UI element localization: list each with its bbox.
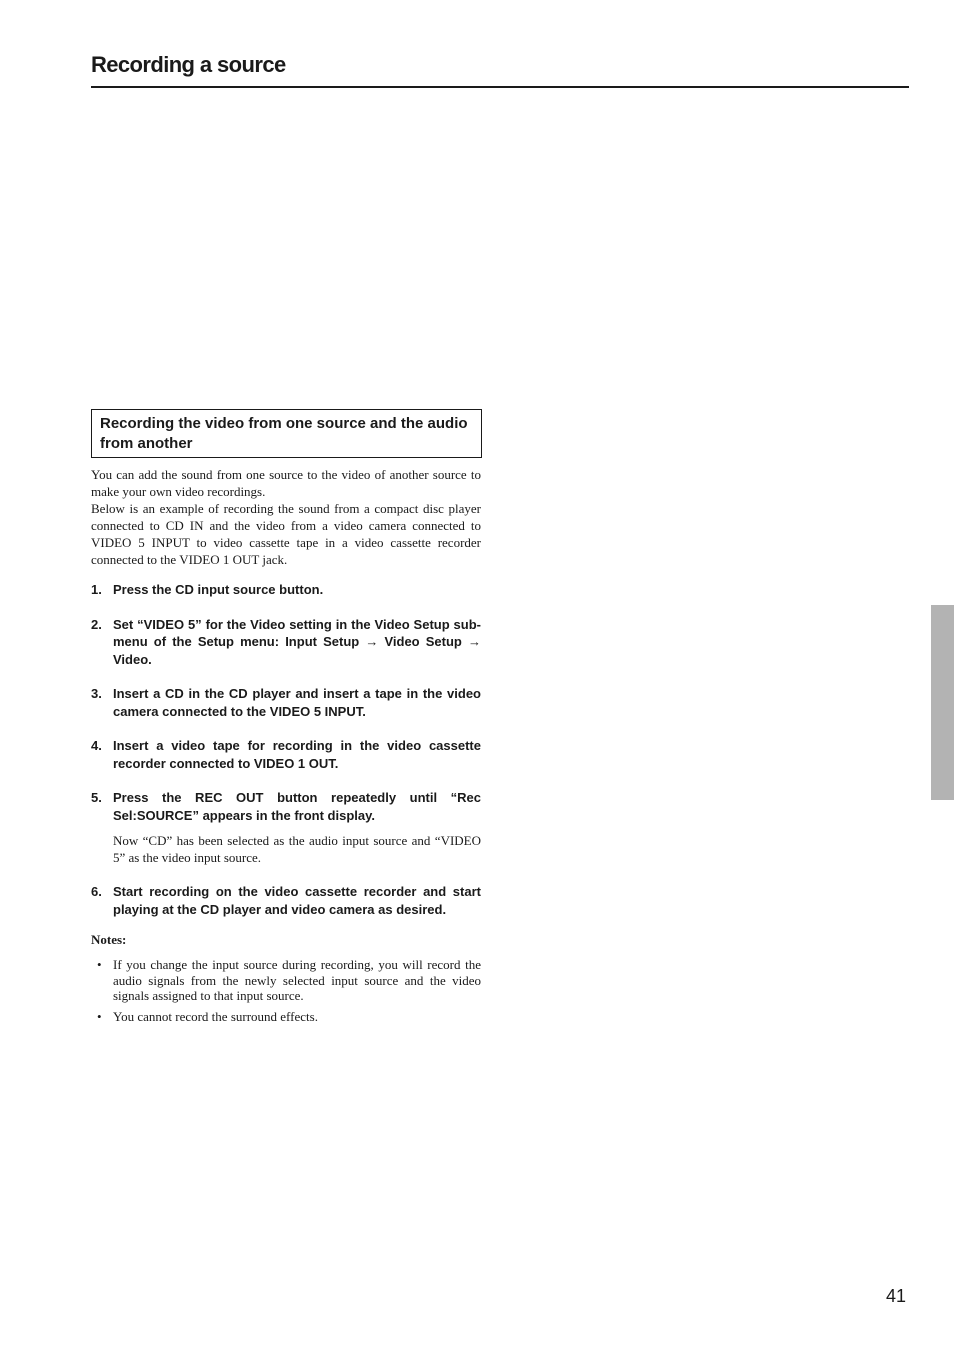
step-note: Now “CD” has been selected as the audio input source and “VIDEO 5” as the video input source. [113, 833, 481, 865]
step-number: 6. [91, 884, 102, 899]
step-number: 3. [91, 686, 102, 701]
step-item [91, 737, 481, 772]
content-column [91, 466, 481, 1030]
step-number: 5. [91, 790, 102, 805]
step-item [91, 789, 481, 866]
step-item [91, 685, 481, 720]
step-text: Start recording on the video cassette recorder and start playing at the CD player and video camera as desired. [113, 884, 481, 917]
step-item [91, 581, 481, 599]
bullet-icon: • [97, 1009, 102, 1025]
notes-list [91, 957, 481, 1025]
step-text: Insert a CD in the CD player and insert a tape in the video camera connected to the VIDEO 5 INPUT. [113, 686, 481, 719]
note-item [91, 1009, 481, 1025]
intro-paragraph: You can add the sound from one source to the video of another source to make your own video recordings. [91, 467, 481, 499]
steps-list [91, 581, 481, 918]
step-text: Set “VIDEO 5” for the Video setting in the Video Setup sub-menu of the Setup menu: Input Setup → Video Setup → Video. [113, 616, 481, 667]
step-number: 4. [91, 738, 102, 753]
step-text: Press the CD input source button. [113, 582, 324, 597]
step-number: 2. [91, 616, 102, 632]
step-item [91, 883, 481, 918]
note-text: If you change the input source during recording, you will record the audio signals from the newly selected input source and the video signals assigned to that input source. [113, 957, 481, 1004]
note-text: You cannot record the surround effects. [113, 1009, 318, 1025]
bullet-icon: • [97, 957, 102, 972]
step-item [91, 616, 481, 669]
step-number: 1. [91, 582, 102, 597]
chapter-tab [931, 605, 954, 800]
notes-heading: Notes: [91, 932, 127, 947]
section-heading: Recording the video from one source and the audio from another [91, 409, 482, 458]
step-text: Press the REC OUT button repeatedly until “Rec Sel:SOURCE” appears in the front display. [113, 790, 481, 823]
page-number: 41 [886, 1286, 907, 1306]
title-rule [91, 86, 909, 88]
intro-paragraph: Below is an example of recording the sound from a compact disc player connected to CD IN and the video from a video camera connected to VIDEO 5 INPUT to video cassette tape in a video cassette recorder connected to the VIDEO 1 OUT jack. [91, 501, 481, 567]
note-item [91, 957, 481, 1004]
step-text: Insert a video tape for recording in the video cassette recorder connected to VIDEO 1 OUT. [113, 738, 481, 771]
page-title: Recording a source [91, 52, 286, 77]
